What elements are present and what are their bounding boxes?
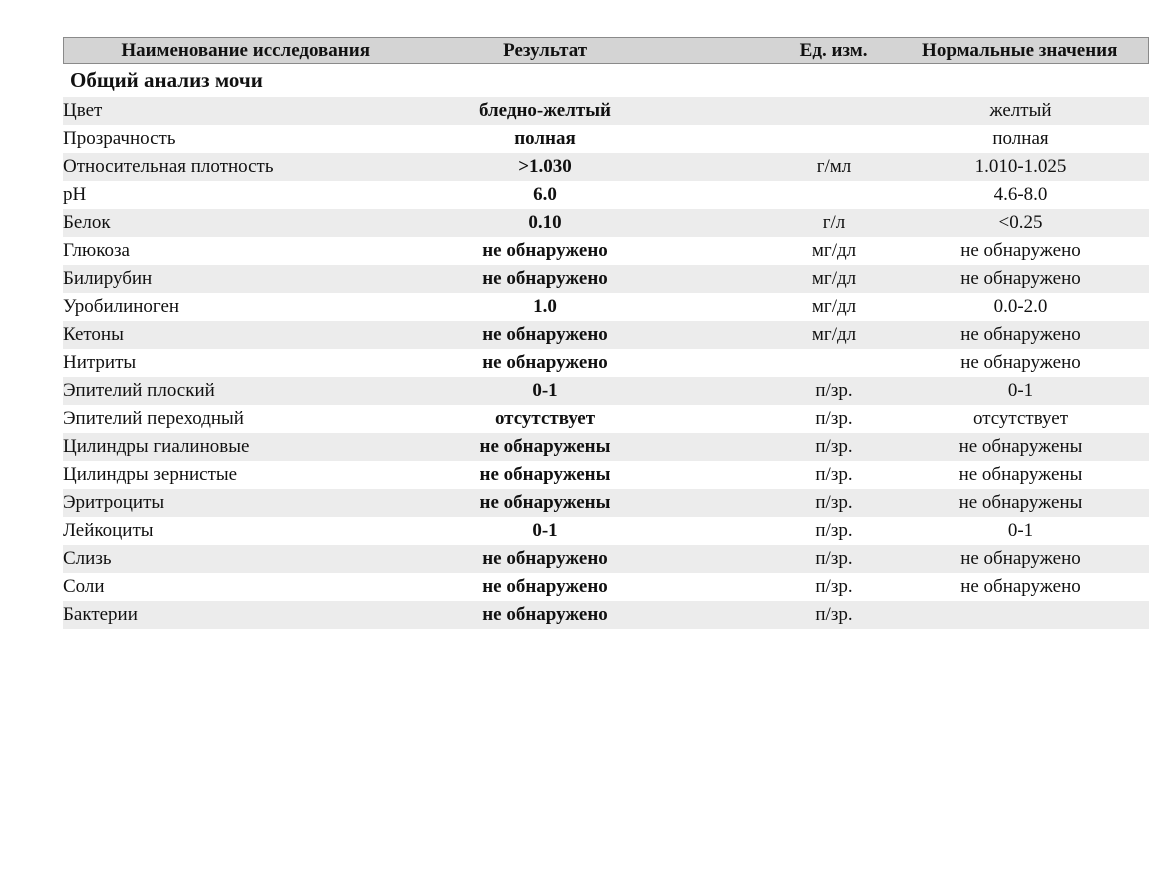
table-row xyxy=(63,489,1149,517)
row-unit: г/мл xyxy=(816,156,852,177)
row-name: Билирубин xyxy=(63,268,153,289)
header-norm: Нормальные значения xyxy=(922,39,1118,61)
row-name: Глюкоза xyxy=(63,240,130,261)
row-norm: полная xyxy=(992,128,1049,149)
row-unit: п/зр. xyxy=(815,436,853,457)
table-row xyxy=(63,517,1149,545)
row-unit: п/зр. xyxy=(815,464,853,485)
row-name: Эритроциты xyxy=(63,492,165,513)
row-name: pH xyxy=(63,184,87,205)
row-result: не обнаружены xyxy=(479,464,611,485)
row-norm: желтый xyxy=(989,100,1052,121)
row-result: 0.10 xyxy=(528,212,562,233)
row-norm: не обнаружено xyxy=(960,268,1081,289)
row-result: бледно-желтый xyxy=(479,100,611,121)
row-result: не обнаружено xyxy=(482,604,608,625)
table-row xyxy=(63,209,1149,237)
row-name: Прозрачность xyxy=(63,128,176,149)
table-row xyxy=(63,349,1149,377)
row-result: не обнаружено xyxy=(482,352,608,373)
row-name: Лейкоциты xyxy=(63,520,154,541)
row-unit: мг/дл xyxy=(811,324,857,345)
row-result: 1.0 xyxy=(533,296,557,317)
row-norm: 1.010-1.025 xyxy=(974,156,1067,177)
table-row xyxy=(63,321,1149,349)
row-result: 0-1 xyxy=(532,380,558,401)
table-row xyxy=(63,153,1149,181)
row-name: Соли xyxy=(63,576,105,597)
table-row xyxy=(63,377,1149,405)
table-row xyxy=(63,293,1149,321)
row-norm: <0.25 xyxy=(998,212,1043,233)
table-row xyxy=(63,237,1149,265)
row-unit: п/зр. xyxy=(815,408,853,429)
table-row xyxy=(63,573,1149,601)
row-unit: п/зр. xyxy=(815,380,853,401)
row-norm: не обнаружено xyxy=(960,324,1081,345)
table-row xyxy=(63,265,1149,293)
lab-report xyxy=(63,37,1149,629)
row-name: Цилиндры гиалиновые xyxy=(63,436,250,457)
row-norm: не обнаружено xyxy=(960,352,1081,373)
row-result: не обнаружено xyxy=(482,268,608,289)
row-result: 6.0 xyxy=(533,184,557,205)
row-norm: не обнаружены xyxy=(958,436,1083,457)
table-row xyxy=(63,405,1149,433)
row-unit: п/зр. xyxy=(815,604,853,625)
row-unit: п/зр. xyxy=(815,520,853,541)
table-row xyxy=(63,433,1149,461)
row-name: Нитриты xyxy=(63,352,137,373)
row-name: Эпителий плоский xyxy=(63,380,215,401)
row-result: отсутствует xyxy=(494,408,596,429)
row-result: >1.030 xyxy=(518,156,572,177)
row-norm: 0-1 xyxy=(1007,380,1034,401)
row-name: Кетоны xyxy=(63,324,124,345)
row-result: 0-1 xyxy=(532,520,558,541)
table-row xyxy=(63,125,1149,153)
row-result: не обнаружено xyxy=(482,240,608,261)
row-norm: не обнаружено xyxy=(960,576,1081,597)
table-header xyxy=(63,37,1149,64)
row-name: Цвет xyxy=(63,100,103,121)
row-name: Эпителий переходный xyxy=(63,408,244,429)
row-norm: не обнаружено xyxy=(960,240,1081,261)
row-unit: мг/дл xyxy=(811,240,857,261)
table-row xyxy=(63,181,1149,209)
row-norm: не обнаружены xyxy=(958,464,1083,485)
row-unit: мг/дл xyxy=(811,296,857,317)
row-norm: 0-1 xyxy=(1007,520,1034,541)
row-name: Слизь xyxy=(63,548,112,569)
table-row xyxy=(63,545,1149,573)
row-unit: мг/дл xyxy=(811,268,857,289)
table-row xyxy=(63,601,1149,629)
row-result: полная xyxy=(514,128,576,149)
row-norm: отсутствует xyxy=(972,408,1069,429)
header-name: Наименование исследования xyxy=(121,39,370,61)
row-name: Белок xyxy=(63,212,111,233)
row-norm: не обнаружено xyxy=(960,548,1081,569)
table-row xyxy=(63,461,1149,489)
row-norm: 0.0-2.0 xyxy=(993,296,1048,317)
row-name: Бактерии xyxy=(63,604,138,625)
row-unit: г/л xyxy=(822,212,846,233)
row-result: не обнаружены xyxy=(479,436,611,457)
row-result: не обнаружено xyxy=(482,576,608,597)
header-result: Результат xyxy=(503,39,588,61)
row-result: не обнаружено xyxy=(482,324,608,345)
row-unit: п/зр. xyxy=(815,576,853,597)
table-row xyxy=(63,97,1149,125)
section-title: Общий анализ мочи xyxy=(70,68,263,92)
row-unit: п/зр. xyxy=(815,492,853,513)
row-norm: не обнаружены xyxy=(958,492,1083,513)
header-unit: Ед. изм. xyxy=(799,39,868,61)
row-name: Цилиндры зернистые xyxy=(63,464,238,485)
row-result: не обнаружено xyxy=(482,548,608,569)
row-name: Уробилиноген xyxy=(63,296,180,317)
row-norm: 4.6-8.0 xyxy=(993,184,1048,205)
table-body xyxy=(63,97,1149,629)
row-unit: п/зр. xyxy=(815,548,853,569)
row-name: Относительная плотность xyxy=(63,156,274,177)
row-result: не обнаружены xyxy=(479,492,611,513)
